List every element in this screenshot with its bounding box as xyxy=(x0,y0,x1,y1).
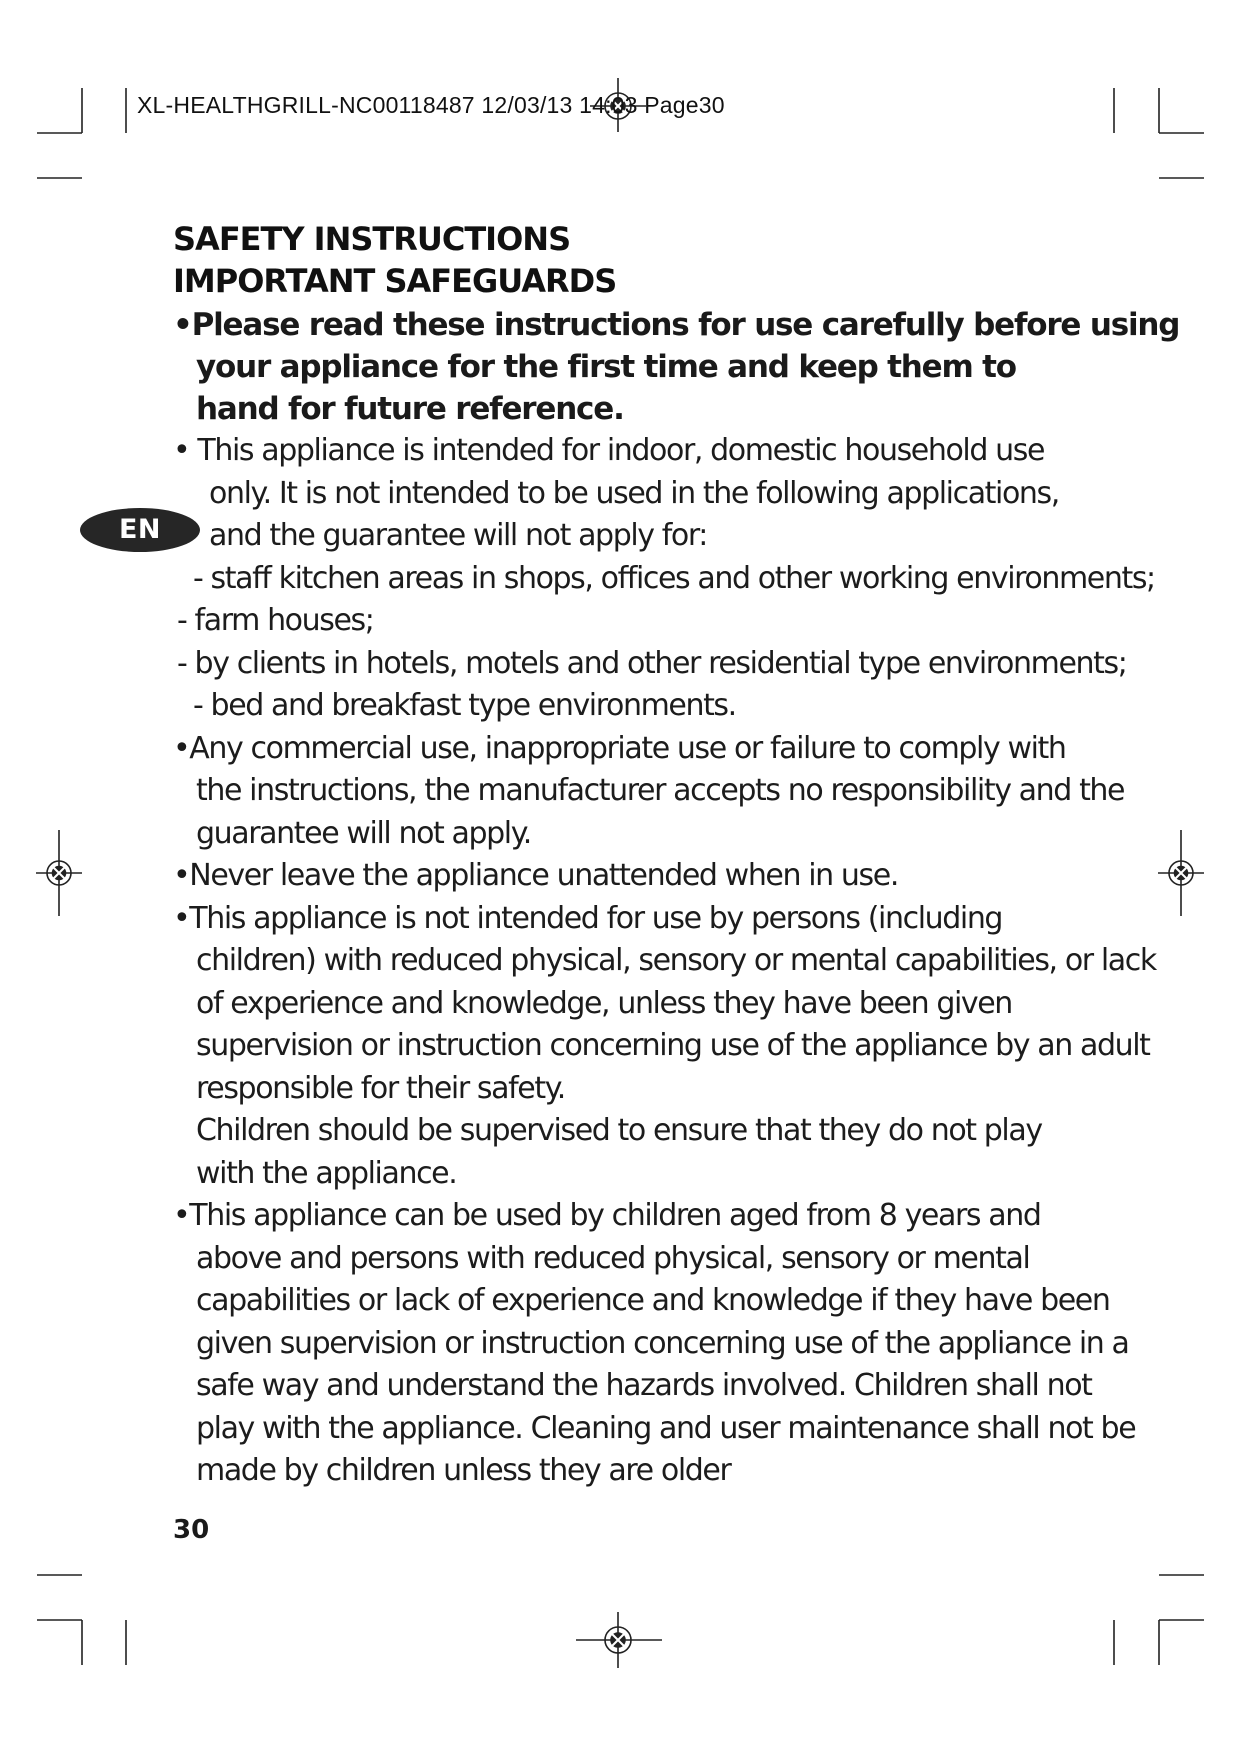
indoor-use-rest: only. It is not intended to be used in the following applications, and the guarantee will not apply for: xyxy=(209,475,1059,553)
language-tab-en: EN xyxy=(80,508,200,552)
reduced-capabilities-first-line: •This appliance is not intended for use by persons (including xyxy=(173,900,1003,936)
children-aged-8-first-line: •This appliance can be used by children aged from 8 years and xyxy=(173,1198,1041,1233)
intro-bullet-rest: your appliance for the first time and keep them to hand for future reference. xyxy=(196,349,1016,427)
exclusion-item: - bed and breakfast type environments. xyxy=(193,688,736,723)
heading-safety-instructions: SAFETY INSTRUCTIONS xyxy=(173,220,571,258)
reduced-capabilities-bullet xyxy=(173,898,1193,1111)
safety-instructions-section xyxy=(173,218,1193,1493)
exclusion-item: - farm houses; xyxy=(177,603,374,638)
registration-target-bottom xyxy=(576,1612,662,1668)
indoor-use-bullet xyxy=(173,430,1193,558)
unattended-bullet xyxy=(173,855,1193,898)
commercial-use-rest: the instructions, the manufacturer accepts no responsibility and the guarantee will not apply. xyxy=(196,773,1125,851)
registration-target-left xyxy=(36,830,82,916)
exclusion-item: - staff kitchen areas in shops, offices and other working environments; xyxy=(193,560,1155,596)
page-number: 30 xyxy=(173,1515,210,1545)
reduced-capabilities-rest: children) with reduced physical, sensory or mental capabilities, or lack of experience and knowledge, unless they have been given supervision or instruction concerning use of the appliance by an adult responsible for their safety. xyxy=(196,943,1156,1106)
heading-important-safeguards: IMPORTANT SAFEGUARDS xyxy=(173,262,617,300)
commercial-use-bullet xyxy=(173,728,1193,856)
commercial-use-first-line: •Any commercial use, inappropriate use or failure to comply with xyxy=(173,730,1066,766)
print-slug: XL-HEALTHGRILL-NC00118487 12/03/13 14:03 Page30 xyxy=(137,92,725,118)
children-supervision-note: Children should be supervised to ensure that they do not play with the appliance. xyxy=(196,1113,1042,1191)
indoor-use-first-line: • This appliance is intended for indoor, domestic household use xyxy=(173,433,1045,468)
children-aged-8-rest: above and persons with reduced physical, sensory or mental capabilities or lack of experience and knowledge if they have been given supervision or instruction concerning use of the appliance in a safe way and understand the hazards involved. Children shall not play with the appliance. Cleaning and user maintenance shall not be made by children unless they are older xyxy=(196,1240,1136,1488)
exclusion-item: - by clients in hotels, motels and other residential type environments; xyxy=(177,645,1127,681)
children-aged-8-bullet xyxy=(173,1195,1193,1493)
intro-bullet xyxy=(173,304,1193,430)
intro-bullet-first-line: •Please read these instructions for use carefully before using xyxy=(173,307,1180,343)
unattended-first-line: •Never leave the appliance unattended when in use. xyxy=(173,858,898,893)
